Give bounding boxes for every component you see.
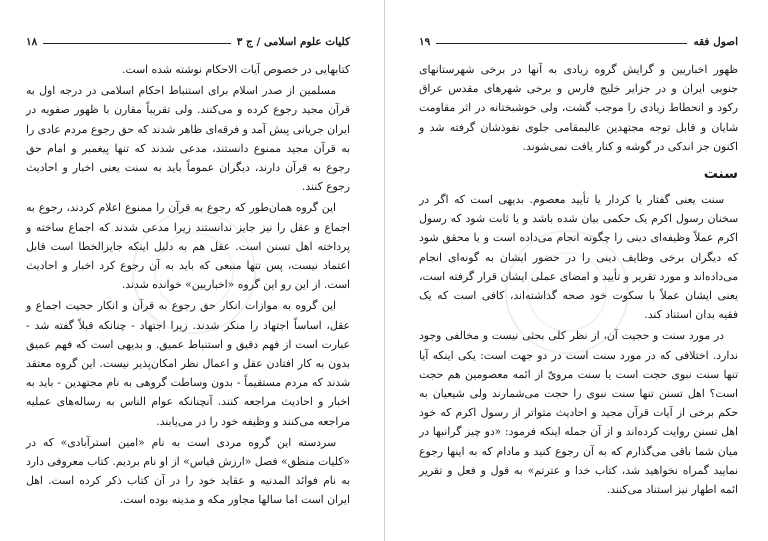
right-page (384, 0, 768, 541)
page-number: ۱۹ (419, 36, 431, 48)
right-body (419, 60, 738, 156)
paragraph: این گروه همان‌طور که رجوع به قرآن را ممنوع اعلام کردند، رجوع به اجماع و عقل را نیز جایز ندانستند زیرا مدعی شدند که اجماع ساخته و پرداخته اهل تسنن است. عقل هم به دلیل اینکه جایزالخطا است قابل اعتماد نیست، پس تنها منبعی که باید به آن رجوع کرد اخبار و احادیث است. از این رو این گروه «اخباریین» خوانده شدند. (26, 201, 350, 292)
running-title: کلیات علوم اسلامی / ج ۳ (236, 36, 350, 48)
paragraph: سنت یعنی گفتار یا کردار یا تأیید معصوم. بدیهی است که اگر در سخنان رسول اکرم یک حکمی بیان شده باشد و یا ثابت شود که رسول اکرم عملاً وظیفه‌ای دینی را چگونه انجام می‌داده است و یا محقق شود که دیگران برخی وظایف دینی را در حضور ایشان به گونه‌ای انجام می‌داده‌اند و مورد تقریر و تأیید و امضای عملی ایشان قرار گرفته است، یعنی ایشان عملاً با سکوت خود صحه گذاشته‌اند، کافی است که یک فقیه بدان استناد کند. (419, 193, 738, 322)
section-heading: سنت (703, 166, 738, 183)
paragraph: ظهور اخباریین و گرایش گروه زیادی به آنها در برخی شهرستانهای جنوبی ایران و در جزایر خلیج فارس و برخی شهرهای مقدس عراق رکود و انحطاط زیادی را موجب گشت، ولی خوشبختانه در اثر مقاومت شایان و قابل توجه مجتهدین عالیمقامی جلوی نفوذشان گرفته شد و اکنون جز اندکی در گوشه و کنار یافت نمی‌شوند. (419, 63, 738, 153)
running-title: اصول فقه (693, 36, 738, 48)
paragraph: مسلمین از صدر اسلام برای استنباط احکام اسلامی در درجه اول به قرآن مجید رجوع کرده و می‌کنند. ولی تقریباً مقارن با ظهور صفویه در ایران جریانی پیش آمد و فرقه‌ای ظاهر شدند که حق رجوع مردم عادی را به قرآن مجید ممنوع دانستند، مدعی شدند که تنها پیغمبر و امام حق رجوع به قرآن دارند، دیگران عموماً باید به سنت یعنی اخبار و احادیث رجوع کنند. (26, 84, 350, 194)
page-number: ۱۸ (26, 36, 38, 48)
paragraph: این گروه به موازات انکار حق رجوع به قرآن و انکار حجیت اجماع و عقل، اساساً اجتهاد را منکر شدند. زیرا اجتهاد - چنانکه قبلاً گفته شد - عبارت است از فهم دقیق و استنباط عمیق. و بدیهی است که فهم عمیق بدون به کار افتادن عقل و اعمال نظر امکان‌پذیر نیست. این گروه معتقد شدند که مردم مستقیماً - بدون وساطت گروهی به نام مجتهدین - باید به اخبار و احادیث مراجعه کنند. آنچنانکه عوام الناس به رساله‌های عملیه مراجعه می‌کنند و وظیفه خود را در می‌یابند. (26, 299, 350, 428)
running-head-right (419, 36, 738, 48)
header-rule (436, 43, 687, 44)
right-body-section (419, 190, 738, 499)
left-body (26, 60, 350, 510)
header-rule (43, 43, 230, 44)
running-head-left (26, 36, 350, 48)
paragraph: سردسته این گروه مردی است به نام «امین استرآبادی» که در «کلیات منطق» فصل «ارزش قیاس» از او نام بردیم. کتاب معروفی دارد به نام فوائد المدنیه و عقاید خود را در آن کتاب ذکر کرده است. اهل ایران است اما سالها مجاور مکه و مدینه بوده است. (26, 435, 350, 507)
paragraph: در مورد سنت و حجیت آن، از نظر کلی بحثی نیست و مخالفی وجود ندارد. اختلافی که در مورد سنت است در دو جهت است: یکی اینکه آیا تنها سنت نبوی حجت است یا سنت مرویّ از ائمه معصومین هم حجت است؟ اهل تسنن تنها سنت نبوی را حجت می‌شمارند ولی شیعیان به حکم برخی از آیات قرآن مجید و احادیث متواتر از رسول اکرم که خود اهل تسنن روایت کرده‌اند و از آن جمله اینکه فرمود: «دو چیز گرانبها در میان شما باقی می‌گذارم که به آن رجوع کنید و مادام که به اینها رجوع نمایید گمراه نخواهید شد، کتاب خدا و عترتم» به قول و فعل و تقریر ائمه اطهار نیز استناد می‌کنند. (419, 329, 738, 497)
paragraph: کتابهایی در خصوص آیات الاحکام نوشته شده است. (121, 63, 350, 76)
